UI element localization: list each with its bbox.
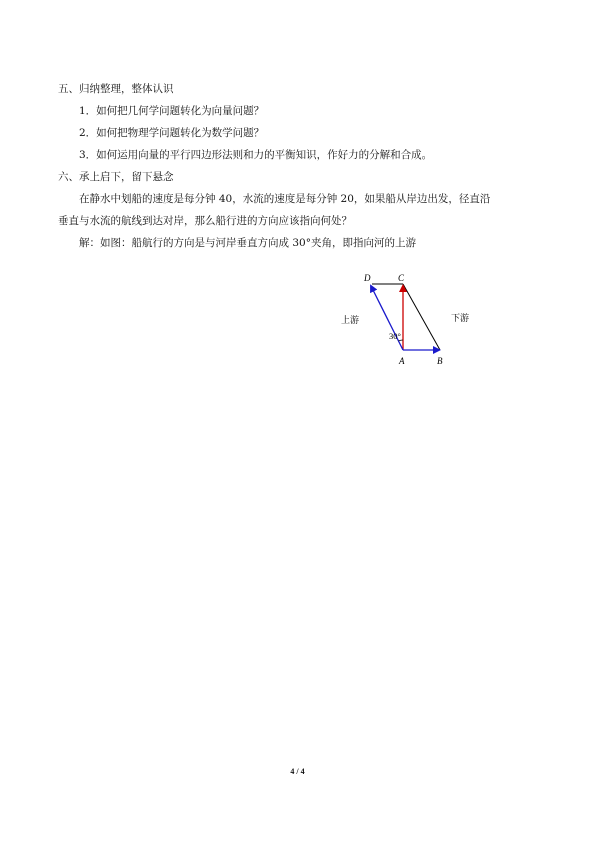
label-D: D — [364, 273, 371, 283]
downstream-label: 下游 — [451, 314, 470, 324]
label-B: B — [437, 356, 443, 366]
angle-label: 30° — [389, 331, 401, 341]
edge-CB — [403, 284, 440, 350]
section5-item-2: 2．如何把物理学问题转化为数学问题？ — [79, 127, 265, 139]
section6-heading: 六、承上启下，留下悬念 — [58, 171, 174, 183]
section5-item-1: 1．如何把几何学问题转化为向量问题？ — [79, 105, 265, 117]
label-A: A — [399, 356, 405, 366]
problem-line-2: 垂直与水流的航线到达对岸，那么船行进的方向应该指向何处？ — [58, 215, 352, 227]
label-C: C — [398, 273, 405, 283]
page-number: 4 / 4 — [290, 767, 305, 776]
problem-line-1: 在静水中划船的速度是每分钟 40，水流的速度是每分钟 20，如果船从岸边出发，径直沿 — [79, 193, 491, 205]
vector-diagram-svg — [330, 268, 490, 373]
section5-item-3: 3．如何运用向量的平行四边形法则和力的平衡知识，作好力的分解和合成。 — [79, 149, 433, 161]
solution-line: 解：如图：船航行的方向是与河岸垂直方向成 30°夹角，即指向河的上游 — [79, 237, 416, 249]
section5-heading: 五、归纳整理，整体认识 — [58, 83, 174, 95]
vector-diagram — [330, 268, 490, 373]
upstream-label: 上游 — [341, 316, 360, 326]
